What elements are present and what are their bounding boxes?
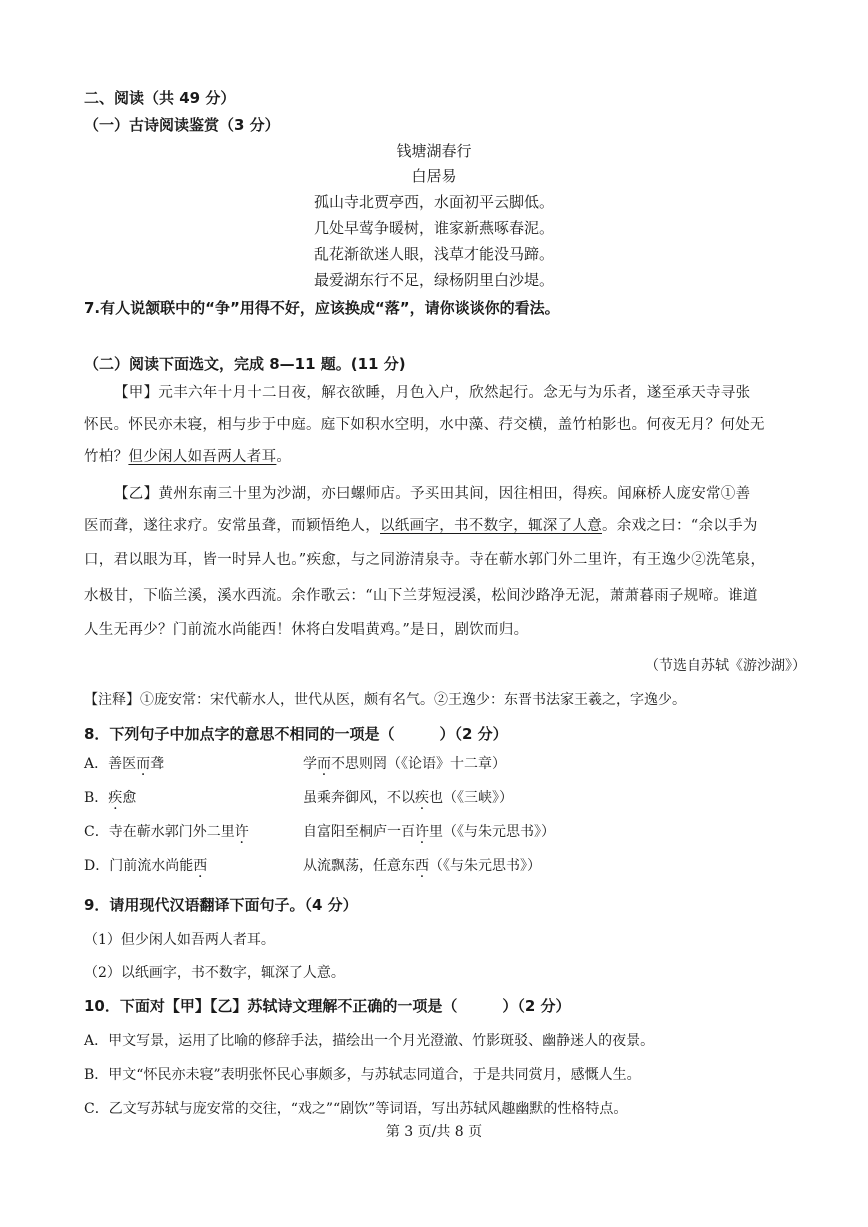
annotation-note: 【注释】①庞安常：宋代蕲水人，世代从医，颇有名气。②王逸少：东晋书法家王羲之，字逸少。 [84, 692, 686, 708]
dotted-character: 西 [415, 858, 429, 874]
dotted-character: 而 [317, 756, 331, 772]
dotted-character: 西 [193, 858, 208, 874]
question-10-stem: 10．下面对【甲】【乙】苏轼诗文理解不正确的一项是（ ）（2 分） [84, 997, 571, 1015]
dotted-character: 而 [136, 756, 151, 772]
section-title: 二、阅读（共 49 分） [84, 89, 236, 107]
question-8-option [84, 855, 207, 875]
question-8-compare [303, 753, 506, 773]
compare-text: （《与朱元思书》） [429, 858, 541, 874]
dotted-character: 许 [234, 824, 249, 840]
question-8-compare [303, 821, 555, 841]
compare-text: 自富阳至桐庐一百 [303, 824, 415, 840]
part1-heading: （一）古诗阅读鉴赏（3 分） [84, 116, 280, 134]
underlined-sentence: 但少闲人如吾两人者耳 [128, 449, 277, 465]
passage-text: 。 [276, 449, 292, 465]
compare-text: 学 [303, 756, 317, 772]
dotted-character: 许 [415, 824, 429, 840]
question-8-compare [303, 855, 541, 875]
option-text: 愈 [122, 790, 137, 806]
poem-line: 乱花渐欲迷人眼，浅草才能没马蹄。 [313, 245, 554, 263]
option-text: 门前流水尚能 [109, 858, 194, 874]
question-8-option [84, 787, 136, 807]
option-text: 善医 [108, 756, 137, 772]
passage-text: 医而聋，遂往求疗。安常虽聋，而颖悟绝人， [84, 518, 380, 534]
question-10-option: B．甲文“怀民亦未寝”表明张怀民心事颇多，与苏轼志同道合，于是共同赏月，感慨人生。 [84, 1067, 641, 1083]
poem-author: 白居易 [411, 167, 457, 185]
dotted-character: 疾 [108, 790, 123, 806]
question-9-stem: 9．请用现代汉语翻译下面句子。（4 分） [84, 896, 358, 914]
page-footer: 第 3 页/共 8 页 [385, 1124, 483, 1140]
option-label: C． [84, 824, 109, 840]
passage-line: 人生无再少？门前流水尚能西！休将白发唱黄鸡。”是日，剧饮而归。 [84, 622, 529, 638]
passage-text: 竹柏？ [84, 449, 129, 465]
poem-line: 最爱湖东行不足，绿杨阴里白沙堤。 [313, 271, 554, 289]
question-8-option [84, 821, 249, 841]
passage-line: 怀民。怀民亦未寝，相与步于中庭。庭下如积水空明，水中藻、荇交横，盖竹柏影也。何夜无月？何处无 [84, 417, 765, 433]
underlined-sentence: 以纸画字，书不数字，辄深了人意 [380, 518, 602, 534]
passage-line: 【甲】元丰六年十月十二日夜，解衣欲睡，月色入户，欣然起行。念无与为乐者，遂至承天寺寻张 [114, 385, 751, 401]
question-8-compare [303, 787, 513, 807]
option-text: 寺在蕲水郭门外二里 [108, 824, 235, 840]
passage-line: 水极甘，下临兰溪，溪水西流。余作歌云：“山下兰芽短浸溪，松间沙路净无泥，萧萧暮雨子规啼。谁道 [84, 588, 758, 604]
option-label: A． [84, 756, 109, 772]
passage-line [84, 445, 291, 466]
question-8-option [84, 753, 164, 773]
poem-title: 钱塘湖春行 [396, 142, 472, 160]
option-label: D． [84, 858, 110, 874]
poem-line: 孤山寺北贾亭西，水面初平云脚低。 [313, 193, 554, 211]
option-text: 聋 [150, 756, 165, 772]
question-10-option: C．乙文写苏轼与庞安常的交往，“戏之”“剧饮”等词语，写出苏轼风趣幽默的性格特点。 [84, 1101, 628, 1117]
question-8-stem: 8．下列句子中加点字的意思不相同的一项是（ ）（2 分） [84, 725, 508, 743]
passage-source: （节选自苏轼《游沙湖》） [645, 658, 806, 674]
passage-line: 【乙】黄州东南三十里为沙湖，亦曰螺师店。予买田其间，因往相田，得疾。闻麻桥人庞安常①善 [114, 486, 751, 502]
passage-line: 口，君以眼为耳，皆一时异人也。”疾愈，与之同游清泉寺。寺在蕲水郭门外二里许，有王逸少②洗笔泉， [84, 552, 766, 568]
question-7: 7.有人说颔联中的“争”用得不好，应该换成“落”，请你谈谈你的看法。 [84, 299, 560, 317]
compare-text: 里（《与朱元思书》） [429, 824, 555, 840]
poem-line: 几处早莺争暖树，谁家新燕啄春泥。 [313, 219, 554, 237]
compare-text: 从流飘荡，任意东 [303, 858, 415, 874]
compare-text: 也（《三峡》） [429, 790, 513, 806]
question-9-item: （2）以纸画字，书不数字，辄深了人意。 [84, 965, 345, 981]
passage-text: 。余戏之曰：“余以手为 [602, 518, 758, 534]
option-label: B． [84, 790, 109, 806]
compare-text: 虽乘奔御风，不以 [303, 790, 415, 806]
compare-text: 不思则罔（《论语》十二章） [331, 756, 506, 772]
part2-heading: （二）阅读下面选文，完成 8—11 题。(11 分) [84, 355, 406, 373]
dotted-character: 疾 [415, 790, 429, 806]
question-9-item: （1）但少闲人如吾两人者耳。 [84, 932, 275, 948]
passage-line [84, 514, 758, 535]
question-10-option: A．甲文写景，运用了比喻的修辞手法，描绘出一个月光澄澈、竹影斑驳、幽静迷人的夜景。 [84, 1033, 655, 1049]
